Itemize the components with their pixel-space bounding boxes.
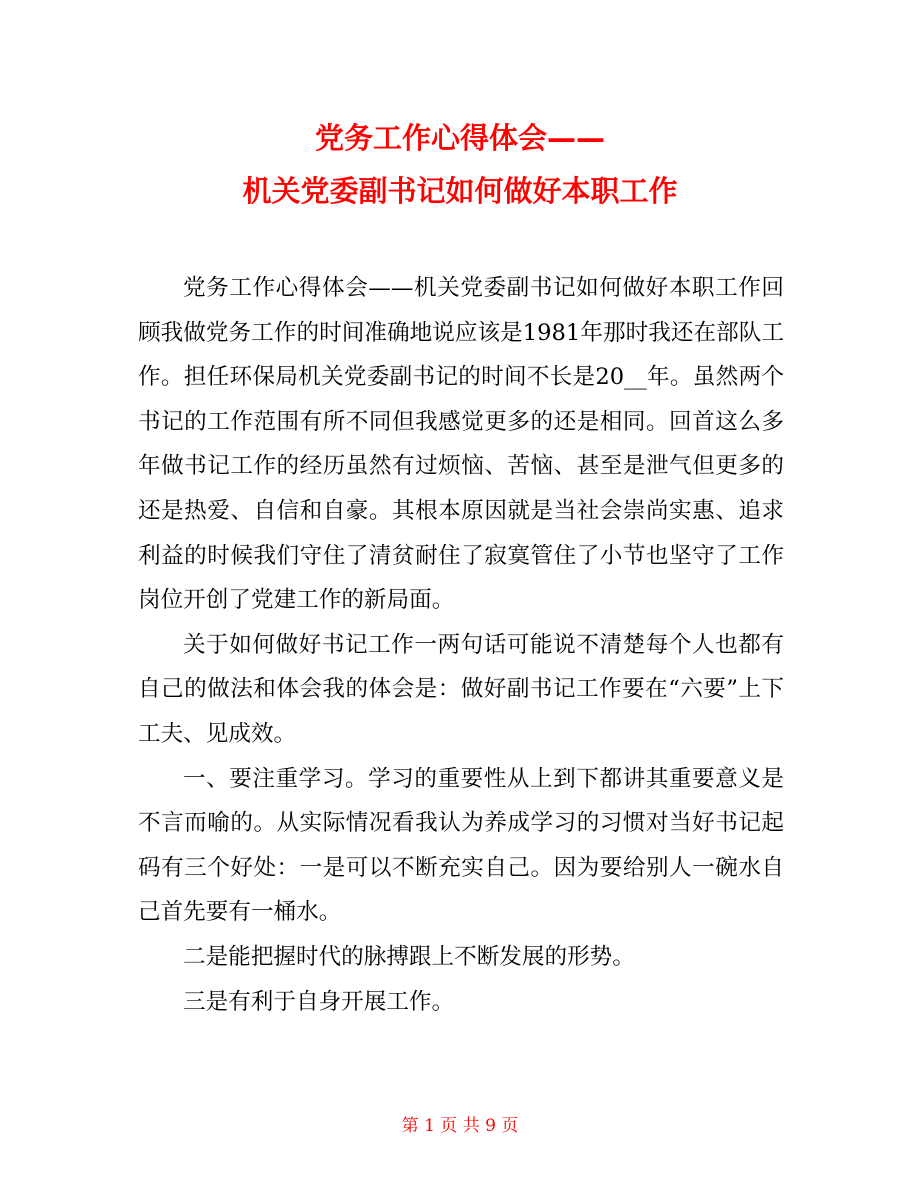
body-paragraph: 二是能把握时代的脉搏跟上不断发展的形势。 bbox=[183, 943, 635, 970]
body-paragraph: 党务工作心得体会——机关党委副书记如何做好本职工作回顾我做党务工作的时间准确地说应该是1981年那时我还在部队工作。担任环保局机关党委副书记的时间不长是20__年。虽然两个书记的工作范围有所不同但我感觉更多的还是相同。回首这么多年做书记工作的经历虽然有过烦恼、苦恼、甚至是泄气但更多的还是热爱、自信和自豪。其根本原因就是当社会崇尚实惠、追求利益的时候我们守住了清贫耐住了寂寞管住了小节也坚守了工作岗位开创了党建工作的新局面。 bbox=[138, 275, 784, 614]
body-paragraph: 三是有利于自身开展工作。 bbox=[183, 988, 455, 1015]
body-paragraph: 一、要注重学习。学习的重要性从上到下都讲其重要意义是不言而喻的。从实际情况看我认为养成学习的习惯对当好书记起码有三个好处：一是可以不断充实自己。因为要给别人一碗水自己首先要有一桶水。 bbox=[138, 765, 784, 926]
body-paragraph: 关于如何做好书记工作一两句话可能说不清楚每个人也都有自己的做法和体会我的体会是：做好副书记工作要在“六要”上下工夫、见成效。 bbox=[138, 631, 784, 747]
page-number-footer: 第 1 页 共 9 页 bbox=[401, 1116, 519, 1136]
document-title-line-1: 党务工作心得体会—— bbox=[314, 121, 605, 155]
document-body bbox=[138, 266, 784, 1024]
document-title-line-2: 机关党委副书记如何做好本职工作 bbox=[242, 174, 678, 208]
